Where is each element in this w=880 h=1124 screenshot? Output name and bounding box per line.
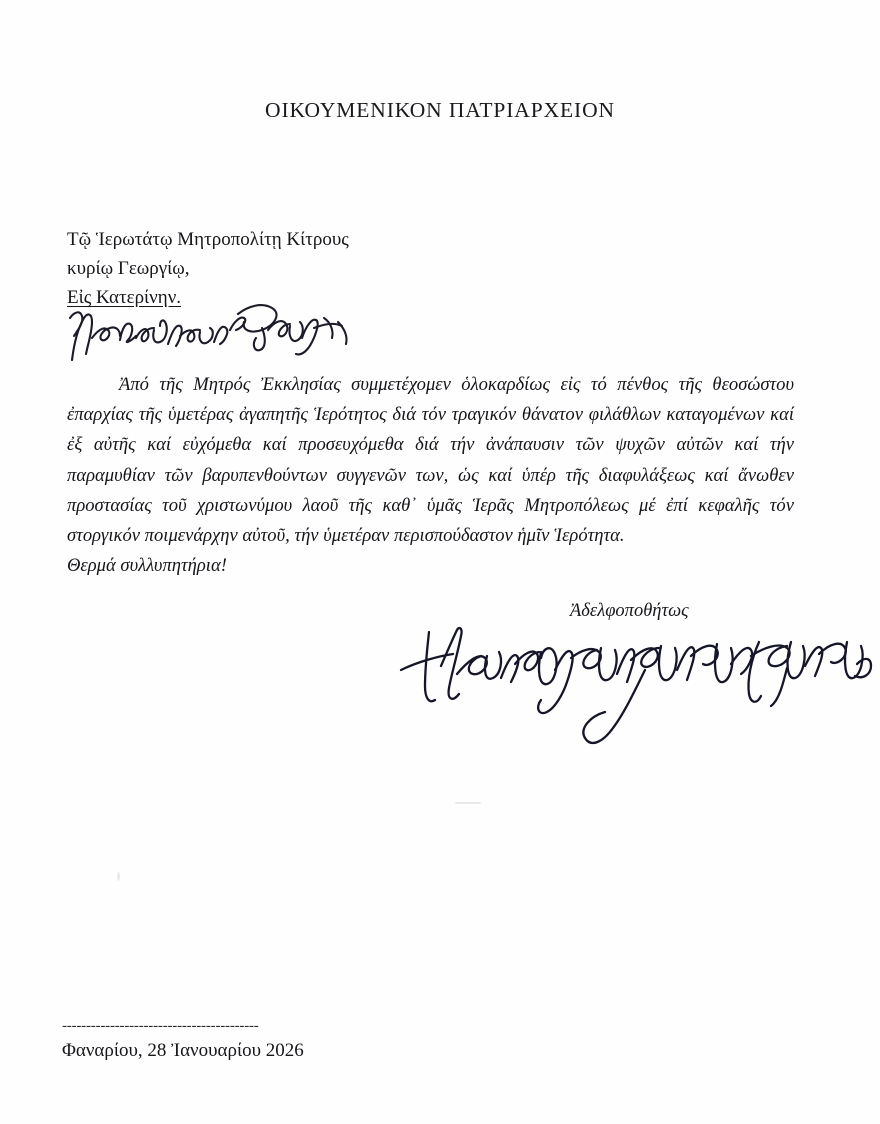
letterhead-title: ΟΙΚΟΥΜΕΝΙΚΟΝ ΠΑΤΡΙΑΡΧΕΙΟΝ [265,98,615,122]
footer-place-date: Φαναρίου, 28 Ἰανουαρίου 2026 [62,1040,304,1061]
paper-speck [117,872,120,881]
addressee-block [67,225,349,312]
handwritten-signature [395,612,875,752]
body-paragraph: Ἀπό τῆς Μητρός Ἐκκλησίας συμμετέχομεν ὁλοκαρδίως εἰς τό πένθος τῆς θεοσώστου ἐπαρχίας τῆς ὑμετέρας ἀγαπητῆς Ἱερότητος διά τόν τραγικόν θάνατον φιλάθλων καταγομένων καί ἐξ αὐτῆς καί εὐχόμεθα καί προσευχόμεθα διά τήν ἀνάπαυσιν τῶν ψυχῶν αὐτῶν καί τήν παραμυθίαν τῶν βαρυπενθούντων συγγενῶν των, ὡς καί ὑπέρ τῆς διαφυλάξεως καί ἄνωθεν προστασίας τοῦ χριστωνύμου λαοῦ τῆς καθ᾿ ὑμᾶς Ἱερᾶς Μητροπόλεως μέ ἐπί κεφαλῆς τόν στοργικόν ποιμενάρχην αὐτοῦ, τήν ὑμετέραν περισπούδαστον ἡμῖν Ἱερότητα. [67,374,794,547]
paper-speck [455,802,481,804]
letter-body [67,370,794,581]
addressee-line-1: Τῷ Ἱερωτάτῳ Μητροπολίτῃ Κίτρους [67,229,349,250]
signature-label: Ἀδελφοποθήτως [570,601,689,621]
closing-line: Θερμά συλλυπητήρια! [67,555,227,577]
footer-divider: ----------------------------------------- [62,1018,259,1034]
handwritten-salutation [62,300,362,362]
addressee-line-3: Εἰς Κατερίνην. [67,287,182,308]
addressee-line-2: κυρίῳ Γεωργίῳ, [67,258,190,279]
